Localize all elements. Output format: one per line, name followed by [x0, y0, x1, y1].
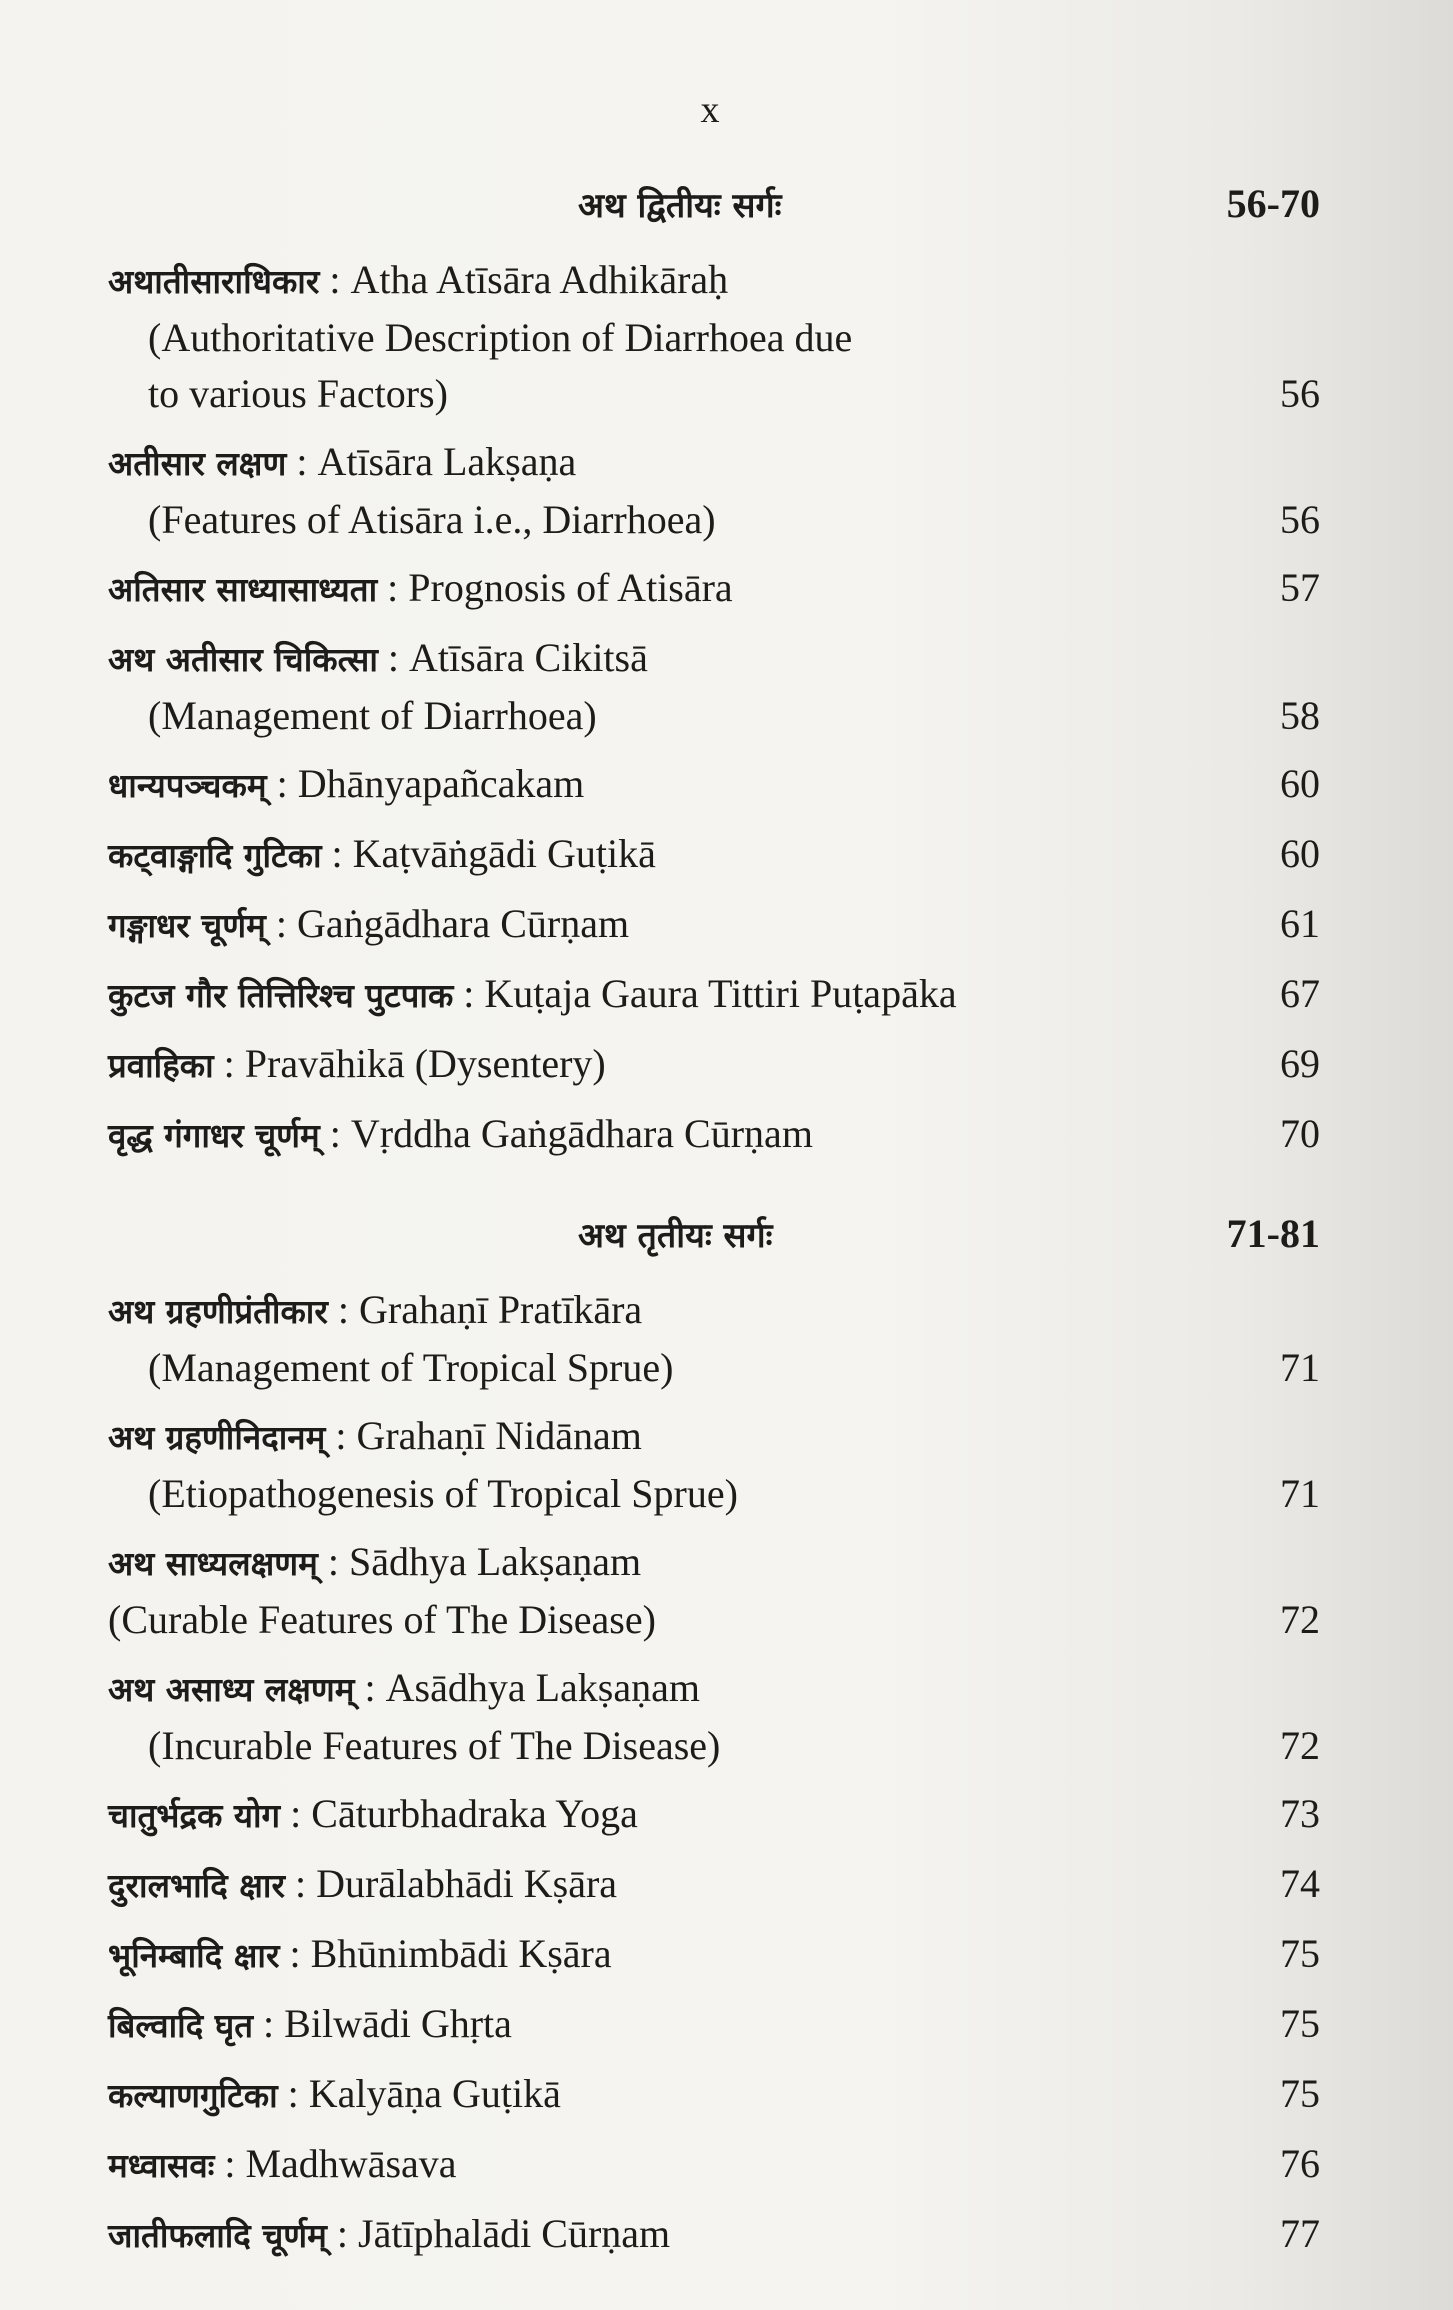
entry-transliteration: Kalyāṇa Guṭikā [308, 2071, 561, 2116]
entry-page-number: 60 [1280, 831, 1320, 876]
entry-transliteration: Grahaṇī Nidānam [356, 1413, 642, 1458]
entry-transliteration: Atīsāra Cikitsā [409, 635, 648, 680]
entry-page-number: 56 [1280, 371, 1320, 416]
entry-page-number: 70 [1280, 1111, 1320, 1156]
entry-sanskrit-title: कुटज गौर तित्तिरिश्च पुटपाक [108, 976, 454, 1015]
entry-title-line [108, 966, 1320, 1024]
entry-description: (Features of Atisāra i.e., Diarrhoea) [148, 497, 716, 542]
entry-spacer [108, 2124, 1320, 2136]
entry-separator: : [213, 1041, 245, 1086]
entry-page-number: 72 [1280, 1723, 1320, 1768]
entry-sanskrit-title: भूनिम्बादि क्षार [108, 1936, 280, 1975]
toc-entry [108, 896, 1320, 954]
entry-title-line [108, 2206, 1320, 2264]
entry-description: (Etiopathogenesis of Tropical Sprue) [148, 1471, 738, 1516]
entry-sanskrit-title: अथ ग्रहणीनिदानम् [108, 1418, 326, 1457]
entry-transliteration: Durālabhādi Kṣāra [316, 1861, 618, 1906]
entry-title-line [108, 434, 1320, 492]
entry-title-line [108, 252, 1320, 310]
entry-page-number: 71 [1280, 1345, 1320, 1390]
entry-title-group [108, 1926, 612, 1984]
entry-title-line [108, 560, 1320, 618]
entry-description-line [108, 688, 1320, 744]
entry-separator: : [317, 1539, 349, 1584]
entry-spacer [108, 744, 1320, 756]
entry-separator: : [377, 565, 409, 610]
entry-separator: : [253, 2001, 285, 2046]
entry-description-line [108, 310, 1320, 366]
section-title: अथ द्वितीयः सर्गः [578, 186, 782, 226]
entry-sanskrit-title: गङ्गाधर चूर्णम् [108, 906, 266, 945]
entry-page-number: 75 [1280, 1931, 1320, 1976]
entry-sanskrit-title: कट्वाङ्गादि गुटिका [108, 836, 322, 875]
entry-title-group [108, 2136, 457, 2194]
entry-title-group [108, 252, 728, 310]
entry-spacer [108, 1984, 1320, 1996]
toc-entry [108, 1996, 1320, 2054]
entry-title-group [108, 966, 957, 1024]
entry-spacer [108, 2194, 1320, 2206]
entry-page-number: 74 [1280, 1861, 1320, 1906]
entry-separator: : [354, 1665, 386, 1710]
entry-transliteration: Jātīphalādi Cūrṇam [358, 2211, 671, 2256]
entry-transliteration: Kaṭvāṅgādi Guṭikā [352, 831, 656, 876]
entry-separator: : [286, 439, 318, 484]
entry-transliteration: Pravāhikā (Dysentery) [244, 1041, 606, 1086]
entry-page-number: 56 [1280, 497, 1320, 542]
entry-spacer [108, 1522, 1320, 1534]
entry-description: (Authoritative Description of Diarrhoea due [148, 315, 853, 360]
entry-transliteration: Vṛddha Gaṅgādhara Cūrṇam [350, 1111, 813, 1156]
entry-description: (Management of Tropical Sprue) [148, 1345, 674, 1390]
entry-page-number: 69 [1280, 1041, 1320, 1086]
entry-page-number: 60 [1280, 761, 1320, 806]
entry-description-line [108, 1592, 1320, 1648]
entry-page-number: 73 [1280, 1791, 1320, 1836]
entry-title-line [108, 1926, 1320, 1984]
entry-separator: : [377, 635, 410, 680]
entry-title-group [108, 1996, 512, 2054]
entry-separator: : [266, 761, 298, 806]
entry-page-number: 75 [1280, 2001, 1320, 2046]
entry-title-group [108, 756, 584, 814]
toc-entry [108, 2136, 1320, 2194]
toc-entry [108, 1534, 1320, 1648]
entry-separator: : [265, 901, 297, 946]
entry-transliteration: Grahaṇī Pratīkāra [358, 1287, 643, 1332]
toc-entry [108, 1106, 1320, 1164]
toc-entry [108, 1408, 1320, 1522]
section-spacer [108, 1176, 1320, 1210]
entry-title-line [108, 1106, 1320, 1164]
entry-page-number: 76 [1280, 2141, 1320, 2186]
entry-spacer [108, 1396, 1320, 1408]
entry-title-group [108, 1036, 606, 1094]
entry-transliteration: Dhānyapañcakam [297, 761, 585, 806]
entry-separator: : [279, 1931, 311, 1976]
entry-title-line [108, 630, 1320, 688]
entry-separator: : [325, 1413, 357, 1458]
toc-entry [108, 1660, 1320, 1774]
entry-spacer [108, 884, 1320, 896]
entry-description-line [108, 1466, 1320, 1522]
entry-sanskrit-title: चातुर्भद्रक योग [108, 1796, 281, 1835]
entry-description: (Incurable Features of The Disease) [148, 1723, 721, 1768]
entry-spacer [108, 1648, 1320, 1660]
toc-entry [108, 1282, 1320, 1396]
entry-sanskrit-title: धान्यपञ्चकम् [108, 766, 267, 805]
entry-title-group [108, 1534, 641, 1592]
entry-description-line [108, 1340, 1320, 1396]
section-page-range: 71-81 [1226, 1211, 1320, 1256]
entry-sanskrit-title: अथ अतीसार चिकित्सा [108, 640, 378, 679]
entry-separator: : [284, 1861, 317, 1906]
entry-transliteration: Sādhya Lakṣaṇam [348, 1539, 642, 1584]
entry-sanskrit-title: मध्वासवः [108, 2146, 215, 2185]
entry-page-number: 61 [1280, 901, 1320, 946]
entry-spacer [108, 2264, 1320, 2276]
entry-separator: : [321, 831, 353, 876]
entry-sanskrit-title: अथ ग्रहणीप्रंतीकार [108, 1292, 328, 1331]
toc-entry [108, 434, 1320, 548]
entry-description-line [108, 366, 1320, 422]
entry-title-group [108, 630, 648, 688]
toc-entry [108, 756, 1320, 814]
entry-transliteration: Bilwādi Ghṛta [284, 2001, 512, 2046]
toc-entry [108, 1926, 1320, 1984]
entry-separator: : [277, 2071, 309, 2116]
entry-page-number: 57 [1280, 565, 1320, 610]
entry-description-line [108, 492, 1320, 548]
entry-description: to various Factors) [148, 371, 448, 416]
entry-separator: : [319, 1111, 351, 1156]
entry-spacer [108, 1164, 1320, 1176]
entry-title-group [108, 1106, 813, 1164]
entry-title-group [108, 560, 733, 618]
entry-spacer [108, 1914, 1320, 1926]
toc-entry [108, 630, 1320, 744]
toc-entry [108, 2206, 1320, 2264]
entry-spacer [108, 954, 1320, 966]
entry-sanskrit-title: प्रवाहिका [108, 1046, 214, 1085]
toc-entry [108, 560, 1320, 618]
entry-page-number: 71 [1280, 1471, 1320, 1516]
entry-sanskrit-title: कल्याणगुटिका [108, 2076, 278, 2115]
entry-transliteration: Atīsāra Lakṣaṇa [317, 439, 577, 484]
table-of-contents [108, 180, 1320, 2276]
entry-sanskrit-title: दुरालभादि क्षार [108, 1866, 285, 1905]
entry-spacer [108, 1094, 1320, 1106]
entry-description: (Curable Features of The Disease) [108, 1597, 656, 1642]
entry-separator: : [214, 2141, 246, 2186]
entry-title-line [108, 756, 1320, 814]
toc-entry [108, 1786, 1320, 1844]
entry-title-line [108, 1660, 1320, 1718]
entry-sanskrit-title: अतीसार लक्षण [108, 444, 287, 483]
entry-spacer [108, 1844, 1320, 1856]
entry-title-line [108, 1856, 1320, 1914]
section-page-range: 56-70 [1226, 181, 1320, 226]
entry-page-number: 72 [1280, 1597, 1320, 1642]
entry-spacer [108, 422, 1320, 434]
entry-title-line [108, 1534, 1320, 1592]
entry-spacer [108, 548, 1320, 560]
entry-separator: : [319, 257, 351, 302]
page-folio: x [700, 89, 720, 131]
entry-transliteration: Gaṅgādhara Cūrṇam [296, 901, 630, 946]
section-title: अथ तृतीयः सर्गः [578, 1216, 773, 1256]
entry-title-line [108, 1036, 1320, 1094]
toc-entry [108, 1036, 1320, 1094]
entry-separator: : [326, 2211, 358, 2256]
entry-transliteration: Cāturbhadraka Yoga [311, 1791, 638, 1836]
entry-description: (Management of Diarrhoea) [148, 693, 597, 738]
entry-page-number: 77 [1280, 2211, 1320, 2256]
toc-entry [108, 826, 1320, 884]
entry-sanskrit-title: वृद्ध गंगाधर चूर्णम् [108, 1116, 320, 1155]
entry-sanskrit-title: जातीफलादि चूर्णम् [108, 2216, 327, 2255]
entry-spacer [108, 1024, 1320, 1036]
entry-title-group [108, 896, 629, 954]
toc-entry [108, 2066, 1320, 2124]
entry-title-group [108, 1408, 642, 1466]
entry-title-line [108, 1996, 1320, 2054]
entry-title-group [108, 1660, 700, 1718]
toc-entry [108, 252, 1320, 422]
section-heading [108, 180, 1320, 252]
entry-title-line [108, 826, 1320, 884]
entry-title-group [108, 434, 576, 492]
entry-transliteration: Bhūnimbādi Kṣāra [310, 1931, 612, 1976]
section-heading [108, 1210, 1320, 1282]
entry-transliteration: Asādhya Lakṣaṇam [385, 1665, 700, 1710]
entry-transliteration: Madhwāsava [245, 2141, 457, 2186]
entry-title-group [108, 2206, 670, 2264]
entry-spacer [108, 1774, 1320, 1786]
entry-title-group [108, 1786, 638, 1844]
entry-page-number: 67 [1280, 971, 1320, 1016]
entry-spacer [108, 2054, 1320, 2066]
entry-separator: : [280, 1791, 312, 1836]
entry-page-number: 75 [1280, 2071, 1320, 2116]
entry-title-line [108, 2136, 1320, 2194]
entry-title-line [108, 1786, 1320, 1844]
entry-title-line [108, 1282, 1320, 1340]
entry-title-group [108, 2066, 561, 2124]
entry-sanskrit-title: अथातीसाराधिकार [108, 262, 320, 301]
entry-spacer [108, 814, 1320, 826]
entry-sanskrit-title: अथ असाध्य लक्षणम् [108, 1670, 355, 1709]
entry-page-number: 58 [1280, 693, 1320, 738]
entry-title-line [108, 2066, 1320, 2124]
toc-entry [108, 966, 1320, 1024]
entry-separator: : [453, 971, 485, 1016]
entry-transliteration: Kuṭaja Gaura Tittiri Puṭapāka [484, 971, 957, 1016]
entry-sanskrit-title: बिल्वादि घृत [108, 2006, 254, 2045]
toc-entry [108, 1856, 1320, 1914]
entry-sanskrit-title: अतिसार साध्यासाध्यता [108, 570, 378, 609]
entry-separator: : [327, 1287, 359, 1332]
entry-title-line [108, 896, 1320, 954]
entry-title-group [108, 826, 656, 884]
entry-title-line [108, 1408, 1320, 1466]
entry-transliteration: Prognosis of Atisāra [408, 565, 733, 610]
entry-spacer [108, 618, 1320, 630]
entry-transliteration: Atha Atīsāra Adhikāraḥ [350, 257, 729, 302]
entry-title-group [108, 1282, 642, 1340]
entry-title-group [108, 1856, 617, 1914]
entry-description-line [108, 1718, 1320, 1774]
entry-sanskrit-title: अथ साध्यलक्षणम् [108, 1544, 318, 1583]
